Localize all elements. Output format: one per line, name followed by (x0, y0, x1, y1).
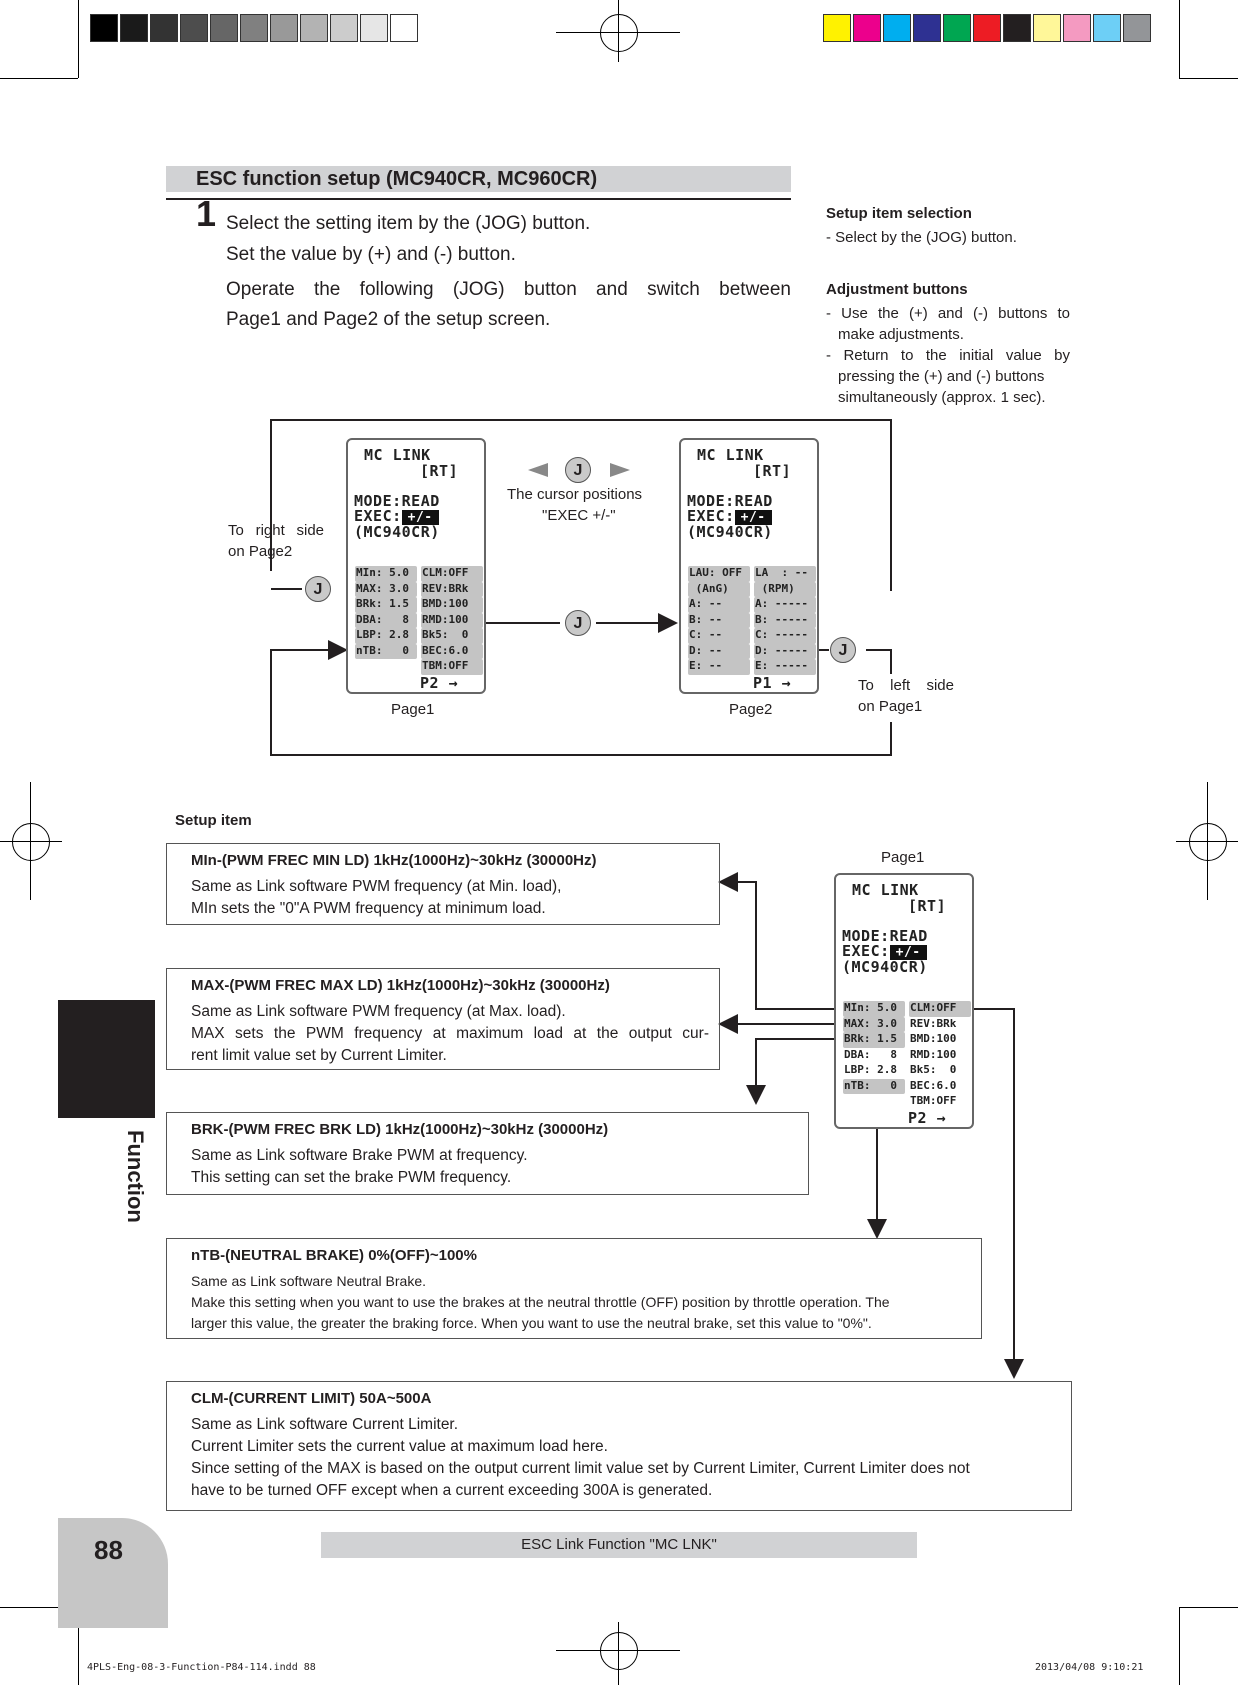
lcd-row (843, 1017, 971, 1033)
setup-item-line: This setting can set the brake PWM frequency. (191, 1169, 512, 1186)
jog-button-icon: J (305, 576, 331, 602)
lcd-row (843, 1079, 971, 1095)
selection-text: - Select by the (JOG) button. (826, 229, 1017, 246)
lcd-cell: B: ----- (754, 613, 816, 629)
lcd-cell: TBM:OFF (421, 659, 483, 675)
lcd-cell: BRk: 1.5 (355, 597, 417, 613)
setup-item-title: MIn-(PWM FREC MIN LD) 1kHz(1000Hz)~30kHz (30000Hz) (191, 852, 597, 869)
page-number: 88 (94, 1535, 123, 1565)
lcd-title: MC LINK (364, 446, 431, 464)
setup-item-brk (166, 1112, 809, 1195)
lcd-page1-grid (355, 566, 483, 675)
lcd-page2-grid (688, 566, 816, 675)
setup-item-ntb (166, 1238, 982, 1339)
setup-item-line: rent limit value set by Current Limiter. (191, 1047, 447, 1064)
lcd-cell: LAU: OFF (688, 566, 750, 582)
page2-label: Page2 (729, 701, 773, 718)
cursor-caption-1: The cursor positions (507, 486, 643, 503)
cursor-caption-2: "EXEC +/-" (542, 507, 616, 524)
file-slug: 4PLS-Eng-08-3-Function-P84-114.indd 88 (87, 1662, 316, 1673)
setup-item-line: Current Limiter sets the current value at maximum load here. (191, 1438, 608, 1455)
lcd-cell: (AnG) (688, 582, 750, 598)
setup-item-line: Same as Link software PWM frequency (at Max. load). (191, 1003, 566, 1020)
step-line-3: Operate the following (JOG) button and switch between (226, 279, 791, 300)
lcd-row (355, 659, 483, 675)
lcd-exec-value: +/- (735, 510, 772, 525)
setup-item-clm (166, 1381, 1072, 1511)
lcd-cell: Bk5: 0 (910, 1063, 957, 1076)
setup-item-line: have to be turned OFF except when a current exceeding 300A is generated. (191, 1482, 713, 1499)
lcd-row (355, 644, 483, 660)
setup-item-line: Same as Link software Current Limiter. (191, 1416, 459, 1433)
lcd-cell: TBM:OFF (910, 1094, 957, 1107)
lcd-cell: RMD:100 (910, 1047, 957, 1061)
lcd-row (355, 582, 483, 598)
lcd-model: (MC940CR) (687, 523, 773, 541)
setup-item-line: Since setting of the MAX is based on the output current limit value set by Current Limiter, Current Limiter does not (191, 1460, 970, 1477)
setup-item-max (166, 968, 720, 1070)
lcd-model: (MC940CR) (354, 523, 440, 541)
setup-item-line: Make this setting when you want to use the brakes at the neutral throttle (OFF) position by throttle operation. The (191, 1294, 890, 1310)
lcd-page1-screen (346, 438, 486, 694)
lcd-page2-footer: P1 → (753, 674, 792, 692)
setup-item-line: MAX sets the PWM frequency at maximum load at the output cur- (191, 1025, 709, 1042)
lcd-cell: Bk5: 0 (421, 628, 483, 644)
adjust-line-1b: make adjustments. (838, 326, 964, 343)
chapter-tab-label: Function (123, 1130, 148, 1223)
step-line-1: Select the setting item by the (JOG) button. (226, 213, 591, 234)
right-caption-2: on Page1 (858, 698, 923, 715)
lcd-rt: [RT] (908, 897, 947, 915)
jog-button-icon: J (565, 457, 591, 483)
adjust-title: Adjustment buttons (826, 281, 968, 298)
lcd-title: MC LINK (852, 881, 919, 899)
lcd-mode: MODE:READ (687, 492, 773, 510)
lcd-cell: BMD:100 (910, 1032, 957, 1045)
left-caption-2: on Page2 (228, 543, 293, 560)
chapter-tab (58, 1000, 155, 1118)
lcd-cell: A: -- (688, 597, 750, 613)
lcd-mode: MODE:READ (354, 492, 440, 510)
lcd-model: (MC940CR) (842, 958, 928, 976)
lcd-cell: LBP: 2.8 (844, 1063, 897, 1076)
lcd-row (688, 566, 816, 582)
jog-button-icon: J (565, 610, 591, 636)
lcd-exec-value: +/- (402, 510, 439, 525)
lcd-page2-screen (679, 438, 819, 694)
lcd-cell (355, 659, 417, 675)
lcd-page1-footer: P2 → (420, 674, 459, 692)
lcd-cell: BEC:6.0 (421, 644, 483, 660)
section-title: ESC function setup (MC940CR, MC960CR) (196, 168, 598, 190)
setup-item-line: Same as Link software Neutral Brake. (191, 1273, 426, 1289)
setup-heading: Setup item (175, 812, 252, 829)
lcd-cell (843, 1094, 905, 1110)
lcd-cell: C: -- (688, 628, 750, 644)
lcd-cell: D: ----- (754, 644, 816, 660)
setup-item-line: Same as Link software Brake PWM at frequency. (191, 1147, 528, 1164)
lcd-row (843, 1001, 971, 1017)
left-caption-1: To right side (228, 522, 324, 539)
setup-item-title: CLM-(CURRENT LIMIT) 50A~500A (191, 1390, 432, 1407)
setup-item-title: nTB-(NEUTRAL BRAKE) 0%(OFF)~100% (191, 1247, 477, 1264)
step-line-4: Page1 and Page2 of the setup screen. (226, 309, 551, 330)
lcd-row (688, 613, 816, 629)
lcd-cell: CLM:OFF (421, 566, 483, 582)
lcd-exec: EXEC: (842, 942, 890, 960)
lcd-exec: EXEC: (354, 507, 402, 525)
lcd-cell: BRk: 1.5 (843, 1032, 905, 1048)
page1-label: Page1 (391, 701, 435, 718)
lcd-row (355, 597, 483, 613)
lcd-setup-page1-grid (843, 1001, 971, 1110)
adjust-line-2c: simultaneously (approx. 1 sec). (838, 389, 1046, 406)
lcd-row (355, 613, 483, 629)
lcd-row (843, 1063, 971, 1079)
lcd-cell: MIn: 5.0 (355, 566, 417, 582)
lcd-row (688, 644, 816, 660)
lcd-cell: MAX: 3.0 (843, 1017, 905, 1033)
step-number: 1 (196, 193, 217, 234)
lcd-cell: CLM:OFF (909, 1001, 971, 1017)
lcd-cell: (RPM) (754, 582, 816, 598)
lcd-setup-page1-footer: P2 → (908, 1109, 947, 1127)
lcd-cell: RMD:100 (421, 613, 483, 629)
jog-button-icon: J (830, 637, 856, 663)
lcd-title: MC LINK (697, 446, 764, 464)
setup-item-title: BRK-(PWM FREC BRK LD) 1kHz(1000Hz)~30kHz (30000Hz) (191, 1121, 609, 1138)
lcd-row (688, 659, 816, 675)
lcd-row (843, 1032, 971, 1048)
setup-item-line: larger this value, the greater the braking force. When you want to use the neutral brake, set this value to "0%". (191, 1315, 872, 1331)
lcd-mode: MODE:READ (842, 927, 928, 945)
lcd-cell: MIn: 5.0 (843, 1001, 905, 1017)
setup-item-line: Same as Link software PWM frequency (at Min. load), (191, 878, 562, 895)
lcd-cell: MAX: 3.0 (355, 582, 417, 598)
lcd-row (688, 628, 816, 644)
setup-page1-label: Page1 (881, 849, 925, 866)
lcd-row (843, 1048, 971, 1064)
lcd-row (688, 582, 816, 598)
selection-title: Setup item selection (826, 205, 972, 222)
lcd-cell: REV:BRk (421, 582, 483, 598)
lcd-exec-value: +/- (890, 945, 927, 960)
lcd-cell: DBA: 8 (844, 1047, 897, 1061)
lcd-cell: REV:BRk (910, 1016, 957, 1030)
lcd-cell: A: ----- (754, 597, 816, 613)
lcd-cell: C: ----- (754, 628, 816, 644)
lcd-cell: B: -- (688, 613, 750, 629)
lcd-cell: nTB: 0 (843, 1079, 905, 1095)
lcd-row (843, 1094, 971, 1110)
lcd-rt: [RT] (753, 462, 792, 480)
adjust-line-2b: pressing the (+) and (-) buttons (838, 368, 1045, 385)
adjust-line-1a: - Use the (+) and (-) buttons to (826, 305, 1070, 322)
lcd-cell: D: -- (688, 644, 750, 660)
setup-item-min (166, 843, 720, 925)
lcd-cell: E: ----- (754, 659, 816, 675)
lcd-rt: [RT] (420, 462, 459, 480)
step-line-2: Set the value by (+) and (-) button. (226, 244, 516, 265)
footer-title: ESC Link Function "MC LNK" (521, 1536, 717, 1553)
lcd-cell: E: -- (688, 659, 750, 675)
date-slug: 2013/04/08 9:10:21 (1035, 1662, 1144, 1673)
lcd-cell: BEC:6.0 (910, 1078, 957, 1092)
lcd-cell: LBP: 2.8 (355, 628, 417, 644)
lcd-row (688, 597, 816, 613)
lcd-cell: nTB: 0 (355, 644, 417, 660)
setup-item-line: MIn sets the "0"A PWM frequency at minimum load. (191, 900, 546, 917)
lcd-cell: BMD:100 (421, 597, 483, 613)
lcd-row (355, 628, 483, 644)
setup-item-title: MAX-(PWM FREC MAX LD) 1kHz(1000Hz)~30kHz (30000Hz) (191, 977, 610, 994)
footer-bar (321, 1532, 917, 1558)
lcd-setup-page1-screen (834, 873, 974, 1129)
lcd-cell: LA : -- (754, 566, 816, 582)
lcd-row (355, 566, 483, 582)
adjust-line-2a: - Return to the initial value by (826, 347, 1070, 364)
lcd-exec: EXEC: (687, 507, 735, 525)
right-caption-1: To left side (858, 677, 954, 694)
lcd-cell: DBA: 8 (355, 613, 417, 629)
